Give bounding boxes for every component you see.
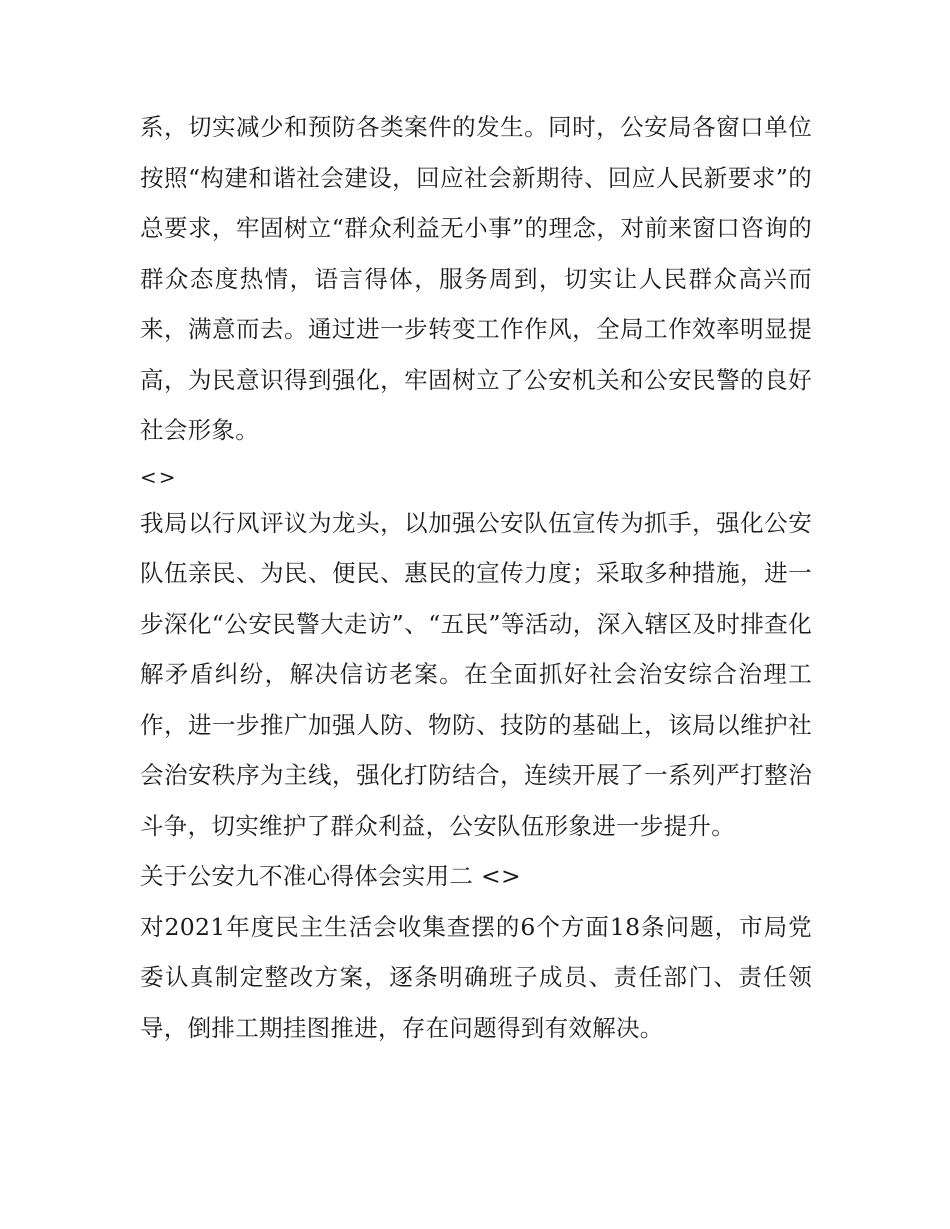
- section-marker: <>: [140, 464, 178, 489]
- section-heading: 关于公安九不准心得体会实用二 <>: [140, 862, 521, 890]
- paragraph-2: 我局以行风评议为龙头，以加强公安队伍宣传为抓手，强化公安队伍亲民、为民、便民、惠民的宣传力度；采取多种措施，进一步深化“公安民警大走访”、“五民”等活动，深入辖区及时排查化解矛盾纠纷，解决信访老案。在全面抓好社会治安综合治理工作，进一步推广加强人防、物防、技防的基础上，该局以维护社会治安秩序为主线，强化打防结合，连续开展了一系列严打整治斗争，切实维护了群众利益，公安队伍形象进一步提升。: [140, 508, 812, 840]
- paragraph-3: 对2021年度民主生活会收集查摆的6个方面18条问题，市局党委认真制定整改方案，逐条明确班子成员、责任部门、责任领导，倒排工期挂图推进，存在问题得到有效解决。: [140, 912, 812, 1042]
- paragraph-1: 系，切实减少和预防各类案件的发生。同时，公安局各窗口单位按照“构建和谐社会建设，回应社会新期待、回应人民新要求”的总要求，牢固树立“群众利益无小事”的理念，对前来窗口咨询的群众态度热情，语言得体，服务周到，切实让人民群众高兴而来，满意而去。通过进一步转变工作作风，全局工作效率明显提高，为民意识得到强化，牢固树立了公安机关和公安民警的良好社会形象。: [140, 113, 812, 444]
- document-body: [140, 102, 812, 1053]
